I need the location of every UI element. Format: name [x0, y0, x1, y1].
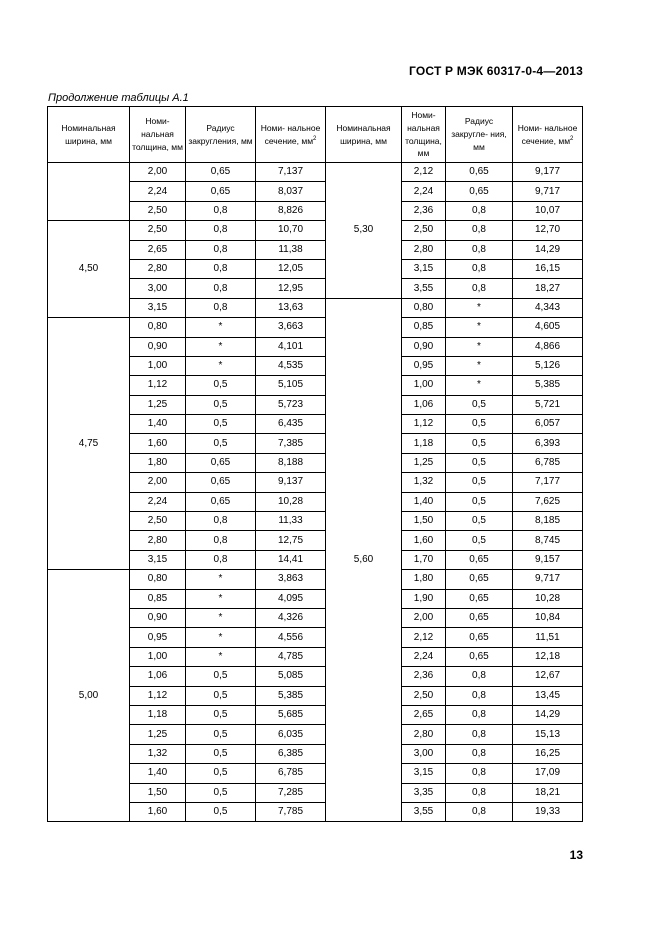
section-cell-left: 11,38: [256, 240, 326, 259]
width-cell-right: 5,30: [326, 163, 402, 299]
thickness-cell-left: 1,06: [130, 667, 186, 686]
radius-cell-left: 0,8: [186, 221, 256, 240]
thickness-cell-right: 0,85: [402, 318, 446, 337]
section-cell-left: 13,63: [256, 298, 326, 317]
section-cell-right: 12,67: [513, 667, 583, 686]
radius-cell-right: 0,8: [446, 201, 513, 220]
radius-cell-left: 0,65: [186, 453, 256, 472]
section-cell-left: 11,33: [256, 512, 326, 531]
thickness-cell-left: 1,12: [130, 686, 186, 705]
radius-cell-right: 0,8: [446, 279, 513, 298]
thickness-cell-left: 3,15: [130, 298, 186, 317]
thickness-cell-left: 2,24: [130, 182, 186, 201]
table-row: [48, 570, 583, 589]
thickness-cell-right: 1,50: [402, 512, 446, 531]
thickness-cell-left: 2,50: [130, 221, 186, 240]
radius-cell-right: 0,5: [446, 473, 513, 492]
thickness-cell-right: 0,90: [402, 337, 446, 356]
radius-cell-right: *: [446, 318, 513, 337]
header-section-left-text: Номи- нальное сечение, мм: [260, 122, 321, 146]
width-cell-left: 4,75: [48, 318, 130, 570]
radius-cell-left: 0,8: [186, 298, 256, 317]
thickness-cell-right: 2,80: [402, 240, 446, 259]
section-cell-left: 3,863: [256, 570, 326, 589]
header-thickness-left: Номи- нальная толщина, мм: [130, 107, 186, 163]
radius-cell-right: 0,65: [446, 550, 513, 569]
section-cell-right: 5,385: [513, 376, 583, 395]
thickness-cell-left: 2,00: [130, 473, 186, 492]
radius-cell-left: *: [186, 628, 256, 647]
section-cell-right: 9,717: [513, 182, 583, 201]
table-row: [48, 318, 583, 337]
radius-cell-right: 0,8: [446, 686, 513, 705]
section-cell-right: 17,09: [513, 764, 583, 783]
thickness-cell-right: 1,90: [402, 589, 446, 608]
section-cell-right: 9,157: [513, 550, 583, 569]
radius-cell-left: *: [186, 647, 256, 666]
section-cell-left: 5,105: [256, 376, 326, 395]
thickness-cell-right: 2,12: [402, 628, 446, 647]
thickness-cell-left: 1,32: [130, 744, 186, 763]
thickness-cell-left: 0,95: [130, 628, 186, 647]
thickness-cell-left: 0,90: [130, 337, 186, 356]
thickness-cell-right: 2,36: [402, 201, 446, 220]
section-cell-right: 9,177: [513, 163, 583, 182]
radius-cell-right: 0,8: [446, 802, 513, 821]
thickness-cell-left: 0,85: [130, 589, 186, 608]
radius-cell-right: *: [446, 376, 513, 395]
thickness-cell-right: 0,80: [402, 298, 446, 317]
thickness-cell-left: 2,50: [130, 512, 186, 531]
width-cell-right: 5,60: [326, 298, 402, 822]
radius-cell-left: 0,5: [186, 434, 256, 453]
radius-cell-left: 0,5: [186, 783, 256, 802]
thickness-cell-left: 3,00: [130, 279, 186, 298]
thickness-cell-left: 1,40: [130, 415, 186, 434]
table-row: [48, 163, 583, 182]
section-cell-left: 7,285: [256, 783, 326, 802]
header-width-right: Номинальная ширина, мм: [326, 107, 402, 163]
header-width-left: Номинальная ширина, мм: [48, 107, 130, 163]
section-cell-right: 12,70: [513, 221, 583, 240]
thickness-cell-right: 2,24: [402, 182, 446, 201]
radius-cell-right: 0,65: [446, 163, 513, 182]
header-radius-right: Радиус закругле- ния, мм: [446, 107, 513, 163]
section-cell-left: 7,785: [256, 802, 326, 821]
radius-cell-left: 0,5: [186, 764, 256, 783]
radius-cell-right: 0,5: [446, 531, 513, 550]
radius-cell-right: 0,5: [446, 415, 513, 434]
radius-cell-left: 0,5: [186, 802, 256, 821]
section-cell-right: 6,785: [513, 453, 583, 472]
section-cell-left: 5,723: [256, 395, 326, 414]
standard-designation: ГОСТ Р МЭК 60317-0-4—2013: [409, 64, 583, 78]
thickness-cell-left: 0,90: [130, 608, 186, 627]
section-cell-right: 9,717: [513, 570, 583, 589]
header-radius-left: Радиус закругления, мм: [186, 107, 256, 163]
radius-cell-left: 0,5: [186, 744, 256, 763]
section-cell-left: 6,035: [256, 725, 326, 744]
section-cell-left: 12,75: [256, 531, 326, 550]
radius-cell-left: 0,8: [186, 512, 256, 531]
thickness-cell-right: 2,65: [402, 705, 446, 724]
thickness-cell-right: 1,18: [402, 434, 446, 453]
width-cell-left: 4,50: [48, 221, 130, 318]
header-thickness-right: Номи- нальная толщина, мм: [402, 107, 446, 163]
section-cell-right: 16,25: [513, 744, 583, 763]
radius-cell-right: 0,5: [446, 434, 513, 453]
thickness-cell-right: 2,24: [402, 647, 446, 666]
radius-cell-left: 0,65: [186, 492, 256, 511]
section-cell-right: 5,721: [513, 395, 583, 414]
radius-cell-left: 0,8: [186, 240, 256, 259]
section-cell-right: 10,28: [513, 589, 583, 608]
section-cell-left: 5,685: [256, 705, 326, 724]
radius-cell-left: 0,8: [186, 259, 256, 278]
thickness-cell-left: 2,65: [130, 240, 186, 259]
radius-cell-left: 0,5: [186, 667, 256, 686]
thickness-cell-right: 3,15: [402, 259, 446, 278]
thickness-cell-left: 2,00: [130, 163, 186, 182]
thickness-cell-right: 1,70: [402, 550, 446, 569]
thickness-cell-left: 1,00: [130, 356, 186, 375]
section-cell-left: 4,785: [256, 647, 326, 666]
radius-cell-right: 0,5: [446, 395, 513, 414]
thickness-cell-left: 2,24: [130, 492, 186, 511]
section-cell-right: 4,343: [513, 298, 583, 317]
radius-cell-left: *: [186, 589, 256, 608]
section-cell-right: 14,29: [513, 240, 583, 259]
radius-cell-right: 0,65: [446, 647, 513, 666]
thickness-cell-left: 0,80: [130, 570, 186, 589]
radius-cell-right: 0,65: [446, 628, 513, 647]
width-cell-left: 5,00: [48, 570, 130, 822]
thickness-cell-left: 2,50: [130, 201, 186, 220]
radius-cell-right: 0,5: [446, 492, 513, 511]
thickness-cell-left: 0,80: [130, 318, 186, 337]
radius-cell-right: 0,8: [446, 783, 513, 802]
thickness-cell-left: 1,25: [130, 395, 186, 414]
thickness-cell-right: 1,32: [402, 473, 446, 492]
radius-cell-right: 0,65: [446, 608, 513, 627]
thickness-cell-right: 3,55: [402, 279, 446, 298]
radius-cell-left: 0,8: [186, 201, 256, 220]
section-cell-left: 10,28: [256, 492, 326, 511]
thickness-cell-right: 1,06: [402, 395, 446, 414]
radius-cell-right: 0,65: [446, 589, 513, 608]
section-cell-right: 6,057: [513, 415, 583, 434]
radius-cell-right: 0,8: [446, 725, 513, 744]
section-cell-left: 4,556: [256, 628, 326, 647]
wire-dimensions-table: [47, 106, 583, 822]
thickness-cell-right: 1,60: [402, 531, 446, 550]
thickness-cell-left: 1,60: [130, 434, 186, 453]
radius-cell-right: 0,8: [446, 221, 513, 240]
thickness-cell-right: 1,25: [402, 453, 446, 472]
header-section-left-sup: 2: [313, 135, 317, 142]
section-cell-left: 8,037: [256, 182, 326, 201]
section-cell-right: 13,45: [513, 686, 583, 705]
thickness-cell-right: 2,36: [402, 667, 446, 686]
table-body: [48, 163, 583, 822]
table-continuation-caption: Продолжение таблицы А.1: [48, 92, 189, 104]
radius-cell-left: 0,65: [186, 473, 256, 492]
thickness-cell-left: 1,18: [130, 705, 186, 724]
thickness-cell-left: 1,50: [130, 783, 186, 802]
thickness-cell-right: 3,35: [402, 783, 446, 802]
section-cell-left: 12,05: [256, 259, 326, 278]
section-cell-right: 5,126: [513, 356, 583, 375]
thickness-cell-right: 3,55: [402, 802, 446, 821]
radius-cell-left: 0,5: [186, 395, 256, 414]
radius-cell-left: 0,8: [186, 279, 256, 298]
header-section-right-text: Номи- нальное сечение, мм: [517, 122, 578, 146]
section-cell-right: 15,13: [513, 725, 583, 744]
thickness-cell-left: 1,12: [130, 376, 186, 395]
radius-cell-left: 0,5: [186, 376, 256, 395]
section-cell-left: 5,385: [256, 686, 326, 705]
thickness-cell-right: 1,80: [402, 570, 446, 589]
section-cell-left: 6,385: [256, 744, 326, 763]
section-cell-right: 10,07: [513, 201, 583, 220]
thickness-cell-left: 1,25: [130, 725, 186, 744]
radius-cell-left: 0,5: [186, 725, 256, 744]
thickness-cell-right: 3,15: [402, 764, 446, 783]
section-cell-right: 16,15: [513, 259, 583, 278]
thickness-cell-left: 1,40: [130, 764, 186, 783]
thickness-cell-right: 2,50: [402, 686, 446, 705]
section-cell-left: 5,085: [256, 667, 326, 686]
thickness-cell-right: 3,00: [402, 744, 446, 763]
section-cell-left: 6,435: [256, 415, 326, 434]
radius-cell-right: *: [446, 337, 513, 356]
section-cell-right: 7,177: [513, 473, 583, 492]
radius-cell-right: 0,8: [446, 705, 513, 724]
section-cell-left: 14,41: [256, 550, 326, 569]
radius-cell-left: *: [186, 356, 256, 375]
header-section-left: [256, 107, 326, 163]
section-cell-left: 3,663: [256, 318, 326, 337]
radius-cell-left: 0,8: [186, 550, 256, 569]
radius-cell-right: 0,5: [446, 512, 513, 531]
section-cell-left: 4,101: [256, 337, 326, 356]
section-cell-left: 6,785: [256, 764, 326, 783]
radius-cell-left: *: [186, 337, 256, 356]
section-cell-right: 4,605: [513, 318, 583, 337]
section-cell-left: 8,188: [256, 453, 326, 472]
thickness-cell-right: 1,00: [402, 376, 446, 395]
radius-cell-left: 0,5: [186, 686, 256, 705]
thickness-cell-right: 2,00: [402, 608, 446, 627]
thickness-cell-left: 2,80: [130, 259, 186, 278]
thickness-cell-right: 2,12: [402, 163, 446, 182]
thickness-cell-left: 1,80: [130, 453, 186, 472]
radius-cell-right: 0,8: [446, 764, 513, 783]
radius-cell-right: 0,8: [446, 259, 513, 278]
thickness-cell-left: 1,00: [130, 647, 186, 666]
thickness-cell-left: 1,60: [130, 802, 186, 821]
radius-cell-right: 0,8: [446, 667, 513, 686]
table-header-row: [48, 107, 583, 163]
section-cell-left: 4,535: [256, 356, 326, 375]
section-cell-right: 11,51: [513, 628, 583, 647]
radius-cell-right: 0,8: [446, 240, 513, 259]
radius-cell-right: 0,8: [446, 744, 513, 763]
radius-cell-left: 0,65: [186, 163, 256, 182]
section-cell-right: 19,33: [513, 802, 583, 821]
radius-cell-right: 0,65: [446, 570, 513, 589]
radius-cell-right: 0,65: [446, 182, 513, 201]
thickness-cell-right: 1,40: [402, 492, 446, 511]
page-number: 13: [569, 848, 583, 862]
radius-cell-right: *: [446, 356, 513, 375]
section-cell-left: 8,826: [256, 201, 326, 220]
thickness-cell-right: 2,80: [402, 725, 446, 744]
thickness-cell-right: 2,50: [402, 221, 446, 240]
section-cell-right: 14,29: [513, 705, 583, 724]
section-cell-right: 10,84: [513, 608, 583, 627]
radius-cell-right: 0,5: [446, 453, 513, 472]
section-cell-right: 4,866: [513, 337, 583, 356]
radius-cell-left: *: [186, 608, 256, 627]
section-cell-left: 12,95: [256, 279, 326, 298]
section-cell-left: 10,70: [256, 221, 326, 240]
thickness-cell-left: 2,80: [130, 531, 186, 550]
section-cell-right: 18,27: [513, 279, 583, 298]
radius-cell-left: *: [186, 570, 256, 589]
radius-cell-left: 0,8: [186, 531, 256, 550]
thickness-cell-left: 3,15: [130, 550, 186, 569]
section-cell-left: 4,095: [256, 589, 326, 608]
radius-cell-left: 0,65: [186, 182, 256, 201]
radius-cell-left: 0,5: [186, 415, 256, 434]
radius-cell-left: *: [186, 318, 256, 337]
section-cell-right: 12,18: [513, 647, 583, 666]
radius-cell-right: *: [446, 298, 513, 317]
thickness-cell-right: 0,95: [402, 356, 446, 375]
header-section-right: [513, 107, 583, 163]
section-cell-right: 7,625: [513, 492, 583, 511]
section-cell-right: 8,185: [513, 512, 583, 531]
section-cell-right: 18,21: [513, 783, 583, 802]
width-cell-left: [48, 163, 130, 221]
section-cell-left: 9,137: [256, 473, 326, 492]
header-section-right-sup: 2: [570, 135, 574, 142]
section-cell-left: 4,326: [256, 608, 326, 627]
section-cell-right: 8,745: [513, 531, 583, 550]
section-cell-left: 7,385: [256, 434, 326, 453]
table-row: [48, 221, 583, 240]
radius-cell-left: 0,5: [186, 705, 256, 724]
thickness-cell-right: 1,12: [402, 415, 446, 434]
section-cell-left: 7,137: [256, 163, 326, 182]
section-cell-right: 6,393: [513, 434, 583, 453]
